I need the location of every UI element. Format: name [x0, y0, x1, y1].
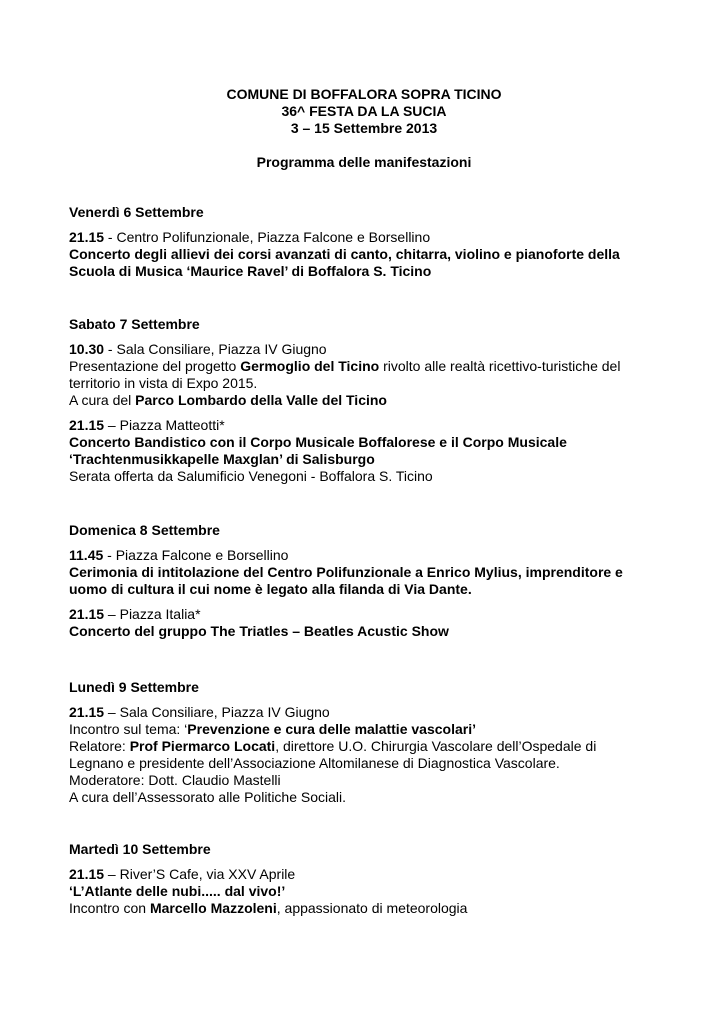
day-section: [69, 522, 659, 640]
event-item: [69, 417, 659, 485]
event-title: Concerto Bandistico con il Corpo Musicale Boffalorese e il Corpo Musicale: [69, 434, 567, 450]
event-title: ‘Trachtenmusikkapelle Maxglan’ di Salisburgo: [69, 451, 375, 467]
event-organizer: A cura dell’Assessorato alle Politiche Sociali.: [69, 789, 347, 805]
event-organizer: [69, 392, 659, 409]
event-time: 10.30: [69, 341, 105, 357]
event-description: [69, 358, 659, 375]
event-title: uomo di cultura il cui nome è legato alla filanda di Via Dante.: [69, 581, 472, 597]
event-time-place: [69, 417, 659, 434]
day-section: [69, 204, 659, 280]
event-place: - Sala Consiliare, Piazza IV Giugno: [104, 341, 327, 357]
text-run: , direttore U.O. Chirurgia Vascolare dell’Ospedale di: [275, 738, 597, 754]
header-dates: 3 – 15 Settembre 2013: [290, 120, 438, 136]
event-guest: [69, 900, 659, 917]
day-section: [69, 679, 659, 806]
event-note: Serata offerta da Salumificio Venegoni - Boffalora S. Ticino: [69, 468, 433, 484]
event-place: - Centro Polifunzionale, Piazza Falcone e Borsellino: [104, 229, 431, 245]
day-title: Martedì 10 Settembre: [69, 841, 211, 857]
event-title: ‘L’Atlante delle nubi..... dal vivo!’: [69, 883, 286, 899]
text-run: Incontro con: [69, 900, 150, 916]
header-municipality: COMUNE DI BOFFALORA SOPRA TICINO: [226, 86, 502, 102]
day-section: [69, 841, 659, 917]
event-item: [69, 866, 659, 917]
day-title: Lunedì 9 Settembre: [69, 679, 199, 695]
event-place: – Piazza Italia*: [104, 606, 201, 622]
text-run: , appassionato di meteorologia: [276, 900, 468, 916]
event-item: [69, 704, 659, 806]
guest-name: Marcello Mazzoleni: [149, 900, 277, 916]
event-time: 21.15: [69, 417, 105, 433]
event-time-place: [69, 866, 659, 883]
speaker-name: Prof Piermarco Locati: [129, 738, 276, 754]
text-run: A cura del: [69, 392, 136, 408]
day-section: [69, 316, 659, 485]
event-time-place: [69, 547, 659, 564]
organizer-name: Parco Lombardo della Valle del Ticino: [135, 392, 387, 408]
event-time-place: [69, 606, 659, 623]
day-title: Domenica 8 Settembre: [69, 522, 220, 538]
event-place: – Sala Consiliare, Piazza IV Giugno: [104, 704, 330, 720]
text-run: Presentazione del progetto: [69, 358, 241, 374]
project-name: Germoglio del Ticino: [240, 358, 380, 374]
event-topic: [69, 721, 659, 738]
event-time-place: [69, 341, 659, 358]
topic-title: Prevenzione e cura delle malattie vascolari’: [187, 721, 476, 737]
event-place: – Piazza Matteotti*: [104, 417, 225, 433]
text-run: Incontro sul tema: ‘: [69, 721, 188, 737]
document-page: [69, 86, 659, 916]
text-run: Relatore:: [69, 738, 130, 754]
document-header: [69, 86, 659, 171]
event-title: Scuola di Musica ‘Maurice Ravel’ di Boffalora S. Ticino: [69, 263, 432, 279]
event-description: territorio in vista di Expo 2015.: [69, 375, 258, 391]
event-item: [69, 229, 659, 280]
day-title: Venerdì 6 Settembre: [69, 204, 204, 220]
header-festival: 36^ FESTA DA LA SUCIA: [281, 103, 447, 119]
event-time: 21.15: [69, 229, 105, 245]
event-item: [69, 547, 659, 598]
event-place: – River’S Cafe, via XXV Aprile: [104, 866, 296, 882]
event-time: 11.45: [69, 547, 104, 563]
event-item: [69, 341, 659, 409]
day-title: Sabato 7 Settembre: [69, 316, 200, 332]
event-speaker: [69, 738, 659, 755]
event-time: 21.15: [69, 866, 105, 882]
event-title: Concerto del gruppo The Triatles – Beatles Acustic Show: [69, 623, 449, 639]
event-time-place: [69, 704, 659, 721]
event-time: 21.15: [69, 704, 105, 720]
event-description: Legnano e presidente dell’Associazione Altomilanese di Diagnostica Vascolare.: [69, 755, 560, 771]
header-programme-title: Programma delle manifestazioni: [256, 154, 472, 170]
event-item: [69, 606, 659, 640]
event-time: 21.15: [69, 606, 105, 622]
event-moderator: Moderatore: Dott. Claudio Mastelli: [69, 772, 281, 788]
event-title: Concerto degli allievi dei corsi avanzati di canto, chitarra, violino e pianoforte della: [69, 246, 620, 262]
event-title: Cerimonia di intitolazione del Centro Polifunzionale a Enrico Mylius, imprenditore e: [69, 564, 623, 580]
text-run: rivolto alle realtà ricettivo-turistiche del: [379, 358, 621, 374]
event-time-place: [69, 229, 659, 246]
event-place: - Piazza Falcone e Borsellino: [103, 547, 289, 563]
